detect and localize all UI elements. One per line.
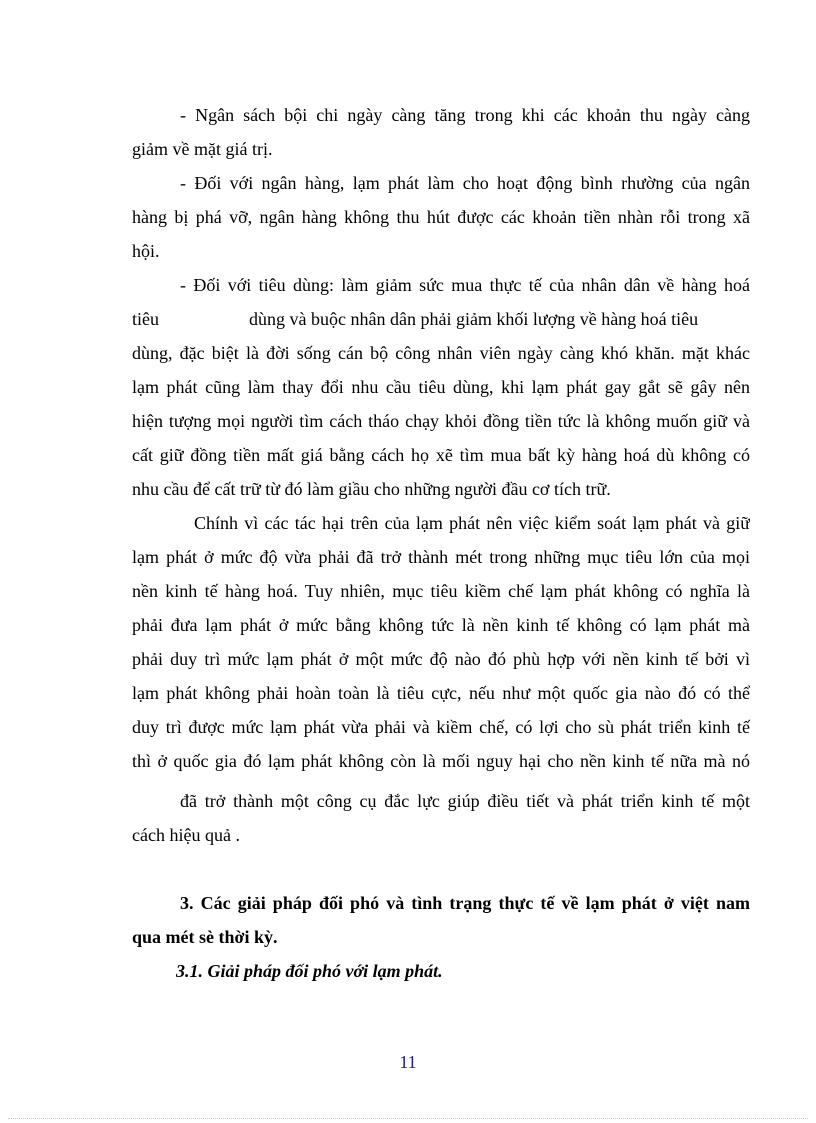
text-line: tiêu dùng và buộc nhân dân phải giảm khối lượng về hàng hoá tiêu	[132, 309, 699, 329]
text-line: lạm phát không phải hoàn toàn là tiêu cực, nếu như một quốc gia nào đó có thể	[132, 683, 750, 703]
text-line: phải duy trì mức lạm phát ở một mức độ nào đó phù hợp với nền kinh tế bởi vì	[132, 649, 750, 669]
text-line: nền kinh tế hàng hoá. Tuy nhiên, mục tiêu kiềm chế lạm phát không có nghĩa là	[132, 581, 750, 601]
section-heading: 3. Các giải pháp đối phó và tình trạng thực tế về lạm phát ở việt nam	[180, 893, 750, 913]
text-line: duy trì được mức lạm phát vừa phải và kiềm chế, có lợi cho sù phát triển kinh tế	[132, 717, 750, 737]
section-heading-continuation: qua mét sè thời kỳ.	[132, 927, 278, 947]
text-line: dùng, đặc biệt là đời sống cán bộ công nhân viên ngày càng khó khăn. mặt khác	[132, 343, 750, 363]
subsection-heading: 3.1. Giải pháp đối phó với lạm phát.	[176, 961, 443, 981]
text-line-indented: đã trở thành một công cụ đắc lực giúp điều tiết và phát triển kinh tế một	[180, 791, 750, 811]
text-line: cách hiệu quả .	[132, 825, 240, 845]
page-number: 11	[399, 1052, 417, 1072]
bullet-line-budget: - Ngân sách bội chi ngày càng tăng trong khi các khoản thu ngày càng	[180, 105, 750, 125]
text-line: lạm phát cũng làm thay đổi nhu cầu tiêu dùng, khi lạm phát gay gắt sẽ gây nên	[132, 377, 750, 397]
text-line: hiện tượng mọi người tìm cách tháo chạy khỏi đồng tiền tức là không muốn giữ và	[132, 411, 750, 431]
text-line: thì ở quốc gia đó lạm phát không còn là mối nguy hại cho nền kinh tế nữa mà nó	[132, 751, 750, 771]
text-line: giảm về mặt giá trị.	[132, 139, 273, 159]
text-line: lạm phát ở mức độ vừa phải đã trở thành mét trong những mục tiêu lớn của mọi	[132, 547, 750, 567]
footer-divider	[8, 1118, 808, 1119]
paragraph-first-line: Chính vì các tác hại trên của lạm phát nên việc kiểm soát lạm phát và giữ	[194, 513, 750, 533]
bullet-line-consumption: - Đối với tiêu dùng: làm giảm sức mua thực tế của nhân dân về hàng hoá	[180, 275, 750, 295]
bullet-line-banks: - Đối với ngân hàng, lạm phát làm cho hoạt động bình rhường của ngân	[180, 173, 750, 193]
text-line: hàng bị phá vỡ, ngân hàng không thu hút được các khoản tiền nhàn rỗi trong xã	[132, 207, 750, 227]
text-line: phải đưa lạm phát ở mức bằng không tức là nền kinh tế không có lạm phát mà	[132, 615, 750, 635]
text-line: cất giữ đồng tiền mất giá bằng cách họ xẽ tìm mua bất kỳ hàng hoá dù không có	[132, 445, 750, 465]
text-line: nhu cầu để cất trữ từ đó làm giầu cho những người đầu cơ tích trữ.	[132, 479, 611, 499]
text-line: hội.	[132, 241, 160, 261]
